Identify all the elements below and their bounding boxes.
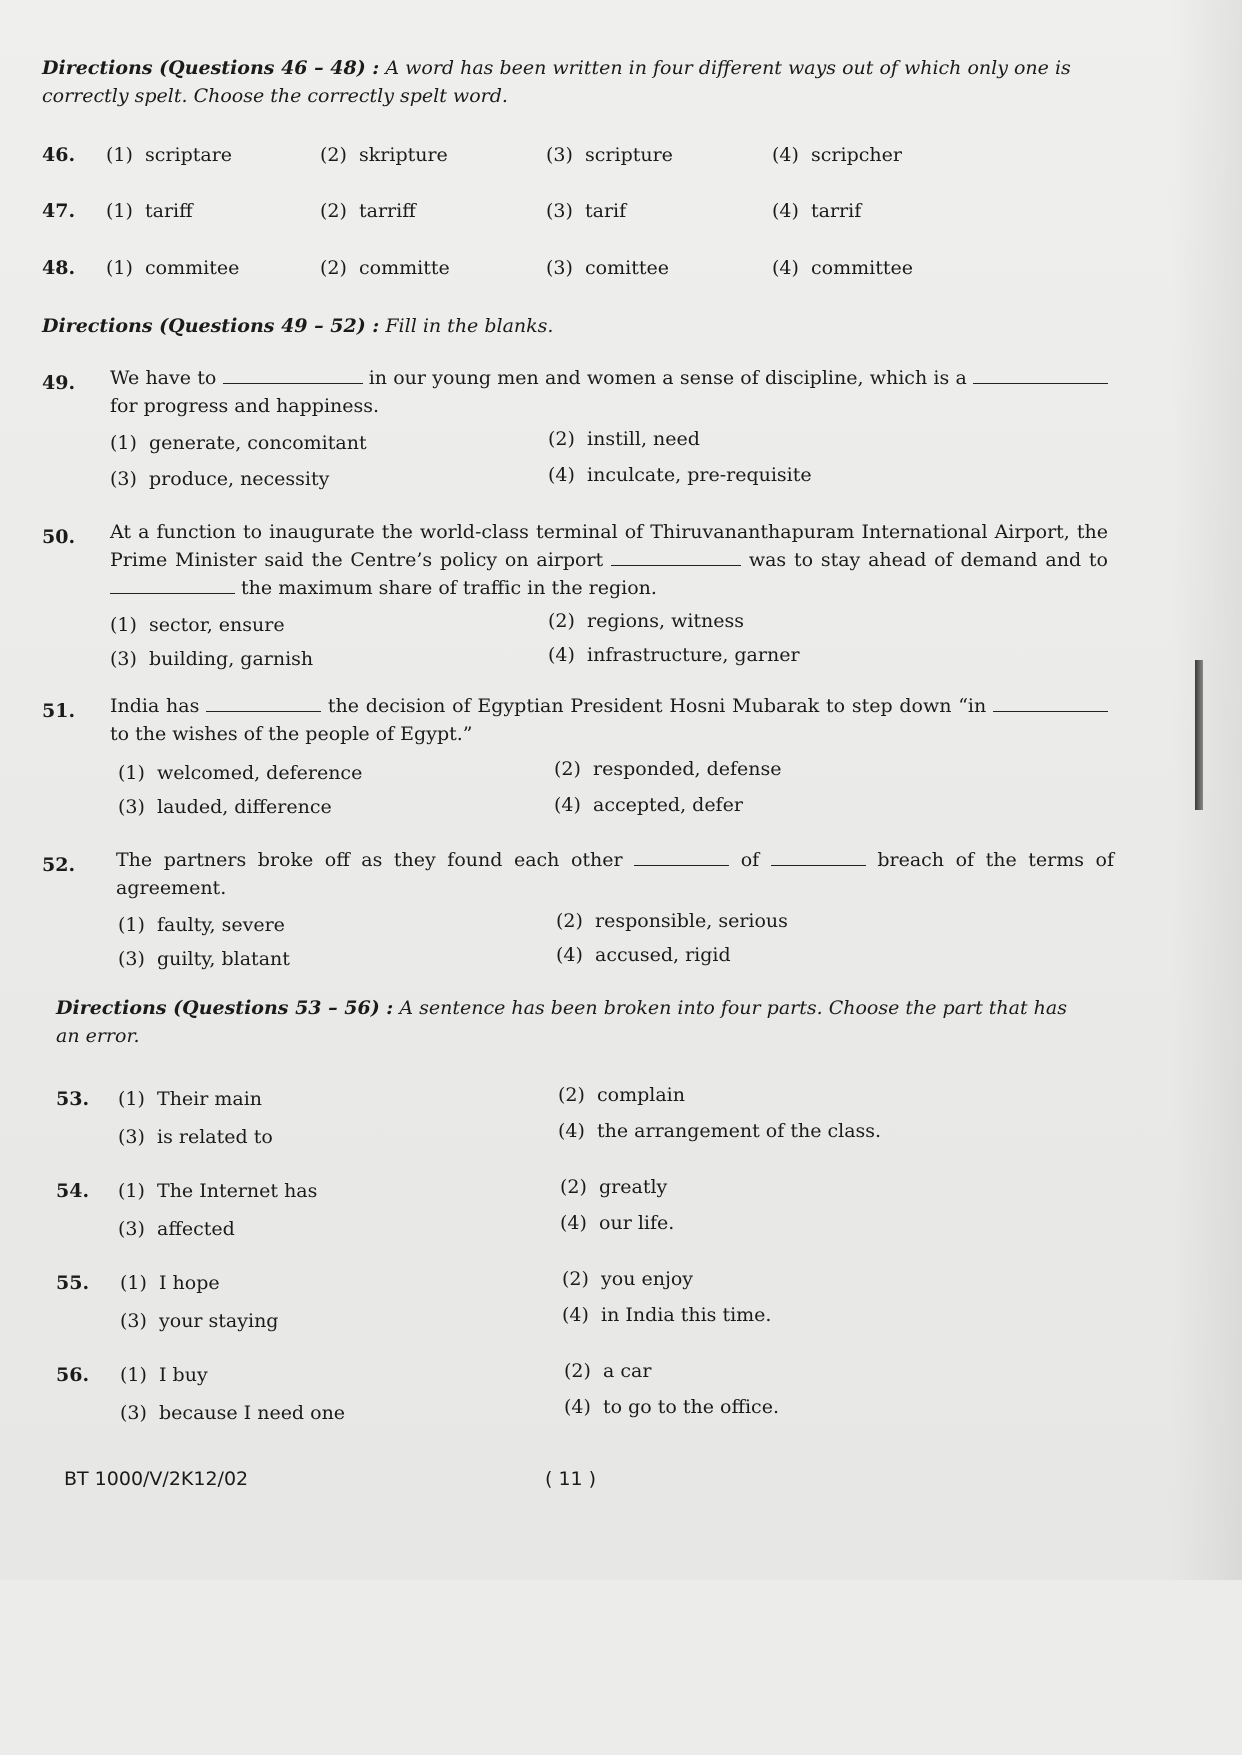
booklet-code: BT 1000/V/2K12/02 (64, 1468, 249, 1490)
option-2[interactable]: (2) skripture (320, 144, 448, 166)
option-2[interactable]: (2) responded, defense (554, 758, 782, 780)
question-number: 46. (42, 144, 76, 166)
blank (223, 365, 363, 384)
option-1[interactable]: (1) I buy (120, 1364, 208, 1386)
option-3[interactable]: (3) guilty, blatant (118, 948, 290, 970)
option-1[interactable]: (1) The Internet has (118, 1180, 318, 1202)
option-3[interactable]: (3) scripture (546, 144, 673, 166)
option-2[interactable]: (2) instill, need (548, 428, 700, 450)
question-number: 51. (42, 700, 76, 722)
option-1[interactable]: (1) welcomed, deference (118, 762, 363, 784)
option-2[interactable]: (2) you enjoy (562, 1268, 694, 1290)
question-number: 55. (56, 1272, 90, 1294)
question-text: India has the decision of Egyptian President Hosni Mubarak to step down “in to the wishes of the people of Egypt.” (110, 692, 1108, 748)
option-4[interactable]: (4) infrastructure, garner (548, 644, 800, 666)
question-number: 49. (42, 372, 76, 394)
option-4[interactable]: (4) our life. (560, 1212, 675, 1234)
directions-label: Directions (Questions 53 – 56) : (56, 997, 394, 1019)
directions-46-48 (42, 54, 1082, 110)
question-number: 47. (42, 200, 76, 222)
option-4[interactable]: (4) committee (772, 257, 913, 279)
directions-text: Fill in the blanks. (385, 315, 554, 337)
option-2[interactable]: (2) responsible, serious (556, 910, 788, 932)
directions-49-52 (42, 312, 1082, 340)
directions-text: A sentence has been broken into four parts. Choose the part that has an error. (56, 997, 1067, 1047)
option-4[interactable]: (4) accepted, defer (554, 794, 743, 816)
option-1[interactable]: (1) Their main (118, 1088, 263, 1110)
question-number: 52. (42, 854, 76, 876)
question-text: At a function to inaugurate the world-class terminal of Thiruvananthapuram International Airport, the Prime Minister said the Centre’s policy on airport was to stay ahead of demand and to the maximum share of traffic in the region. (110, 521, 1108, 599)
directions-label: Directions (Questions 49 – 52) : (42, 315, 380, 337)
option-1[interactable]: (1) scriptare (106, 144, 233, 166)
option-1[interactable]: (1) tariff (106, 200, 193, 222)
option-4[interactable]: (4) accused, rigid (556, 944, 731, 966)
option-2[interactable]: (2) a car (564, 1360, 652, 1382)
directions-label: Directions (Questions 46 – 48) : (42, 57, 380, 79)
option-1[interactable]: (1) faulty, severe (118, 914, 285, 936)
blank (771, 847, 866, 866)
option-4[interactable]: (4) tarrif (772, 200, 862, 222)
binding-mark (1195, 660, 1203, 810)
option-2[interactable]: (2) greatly (560, 1176, 668, 1198)
option-4[interactable]: (4) in India this time. (562, 1304, 772, 1326)
option-4[interactable]: (4) inculcate, pre-requisite (548, 464, 812, 486)
blank (634, 847, 729, 866)
directions-text: A word has been written in four different ways out of which only one is correctly spelt. Choose the correctly spelt word. (42, 57, 1071, 107)
blank (206, 693, 321, 712)
blank (611, 547, 741, 566)
option-3[interactable]: (3) building, garnish (110, 648, 314, 670)
question-number: 50. (42, 526, 76, 548)
directions-53-56 (56, 994, 1086, 1050)
option-3[interactable]: (3) is related to (118, 1126, 273, 1148)
option-4[interactable]: (4) scripcher (772, 144, 902, 166)
blank (110, 575, 235, 594)
option-3[interactable]: (3) produce, necessity (110, 468, 330, 490)
page-number: ( 11 ) (545, 1468, 597, 1490)
option-3[interactable]: (3) because I need one (120, 1402, 346, 1424)
option-1[interactable]: (1) sector, ensure (110, 614, 285, 636)
question-number: 53. (56, 1088, 90, 1110)
page-edge-shadow (1172, 0, 1242, 1755)
option-1[interactable]: (1) commitee (106, 257, 240, 279)
option-2[interactable]: (2) tarriff (320, 200, 416, 222)
option-4[interactable]: (4) the arrangement of the class. (558, 1120, 882, 1142)
option-1[interactable]: (1) generate, concomitant (110, 432, 367, 454)
question-number: 56. (56, 1364, 90, 1386)
option-3[interactable]: (3) your staying (120, 1310, 279, 1332)
option-2[interactable]: (2) regions, witness (548, 610, 745, 632)
option-2[interactable]: (2) complain (558, 1084, 685, 1106)
option-2[interactable]: (2) committe (320, 257, 450, 279)
blank (973, 365, 1108, 384)
page-bottom-margin (0, 1580, 1242, 1755)
option-4[interactable]: (4) to go to the office. (564, 1396, 779, 1418)
blank (993, 693, 1108, 712)
option-3[interactable]: (3) affected (118, 1218, 235, 1240)
question-number: 48. (42, 257, 76, 279)
option-3[interactable]: (3) lauded, difference (118, 796, 332, 818)
option-3[interactable]: (3) tarif (546, 200, 627, 222)
option-3[interactable]: (3) comittee (546, 257, 669, 279)
question-text: We have to in our young men and women a sense of discipline, which is a for progress and happiness. (110, 364, 1108, 420)
question-text: The partners broke off as they found each other of breach of the terms of agreement. (116, 849, 1115, 899)
option-1[interactable]: (1) I hope (120, 1272, 220, 1294)
question-number: 54. (56, 1180, 90, 1202)
